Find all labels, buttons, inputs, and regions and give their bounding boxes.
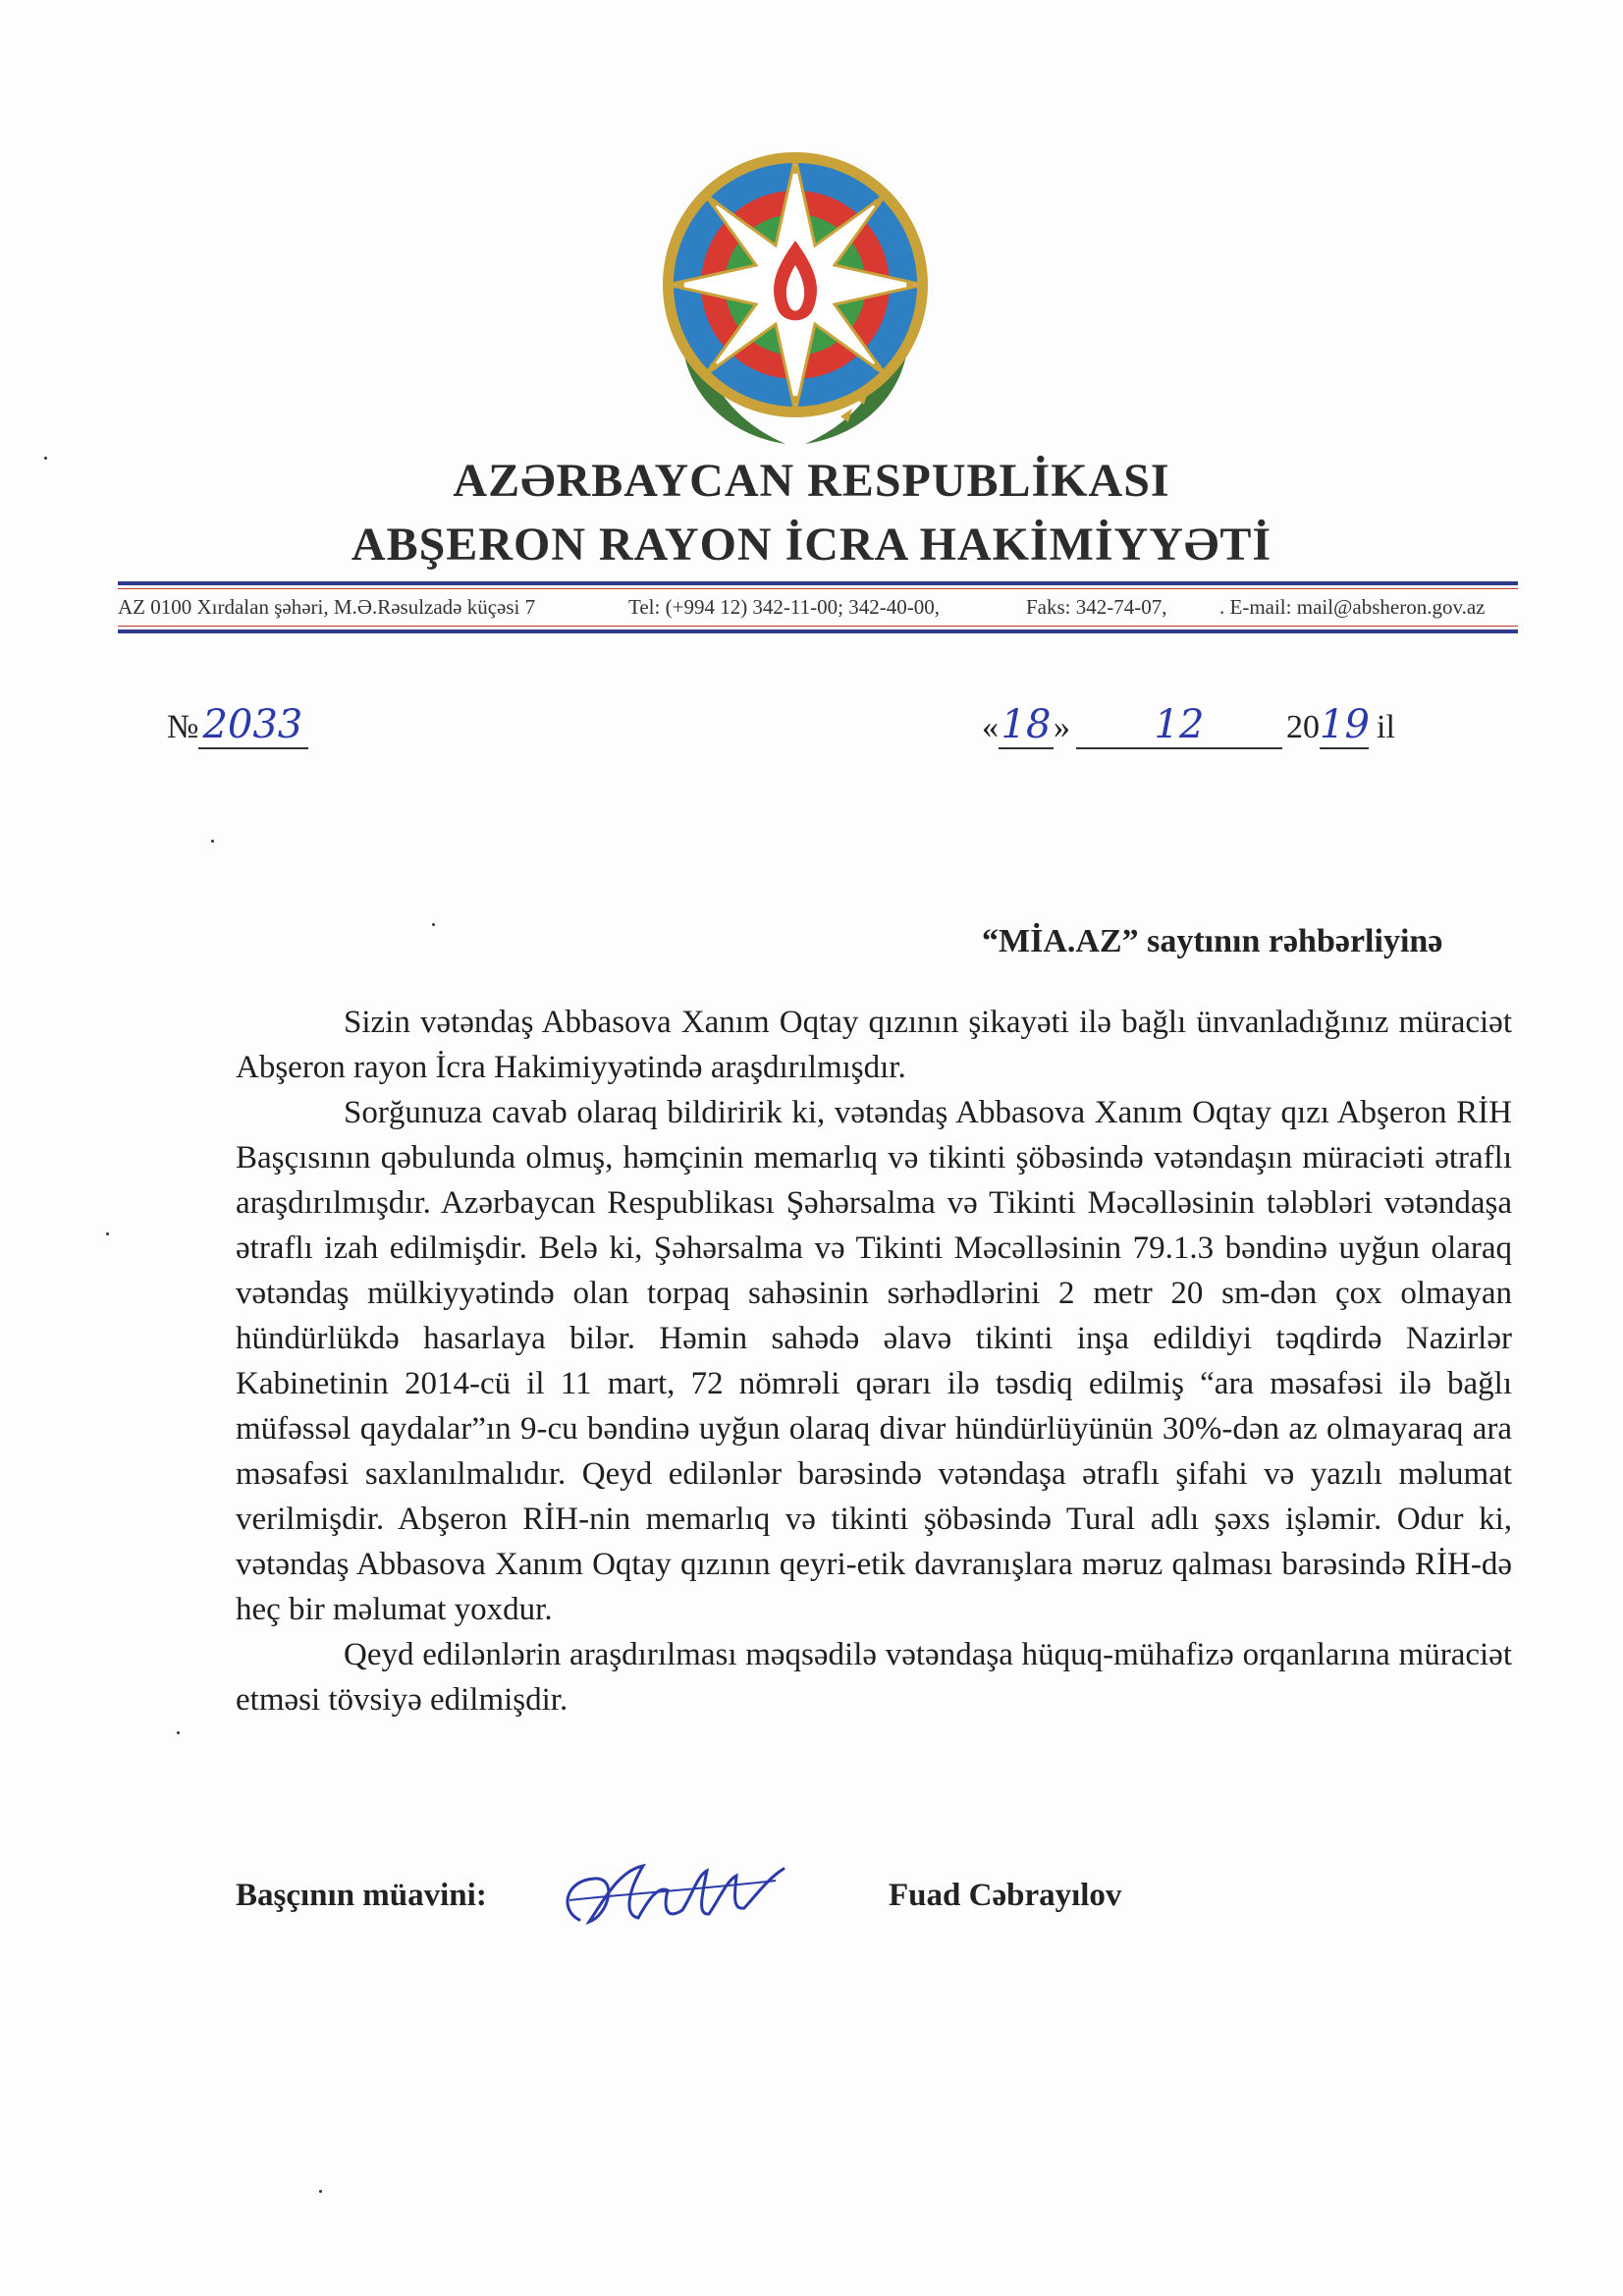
date-open-quote: « [982, 709, 999, 745]
scan-speck [44, 457, 47, 460]
scan-speck [211, 840, 214, 843]
date-month: 12 [1076, 702, 1282, 749]
body-paragraph: Qeyd edilənlərin araşdırılması məqsədilə vətəndaşa hüquq-mühafizə orqanlarına müraciət etməsi tövsiyə edilmişdir. [236, 1637, 1512, 1718]
header-rule-top-thin [118, 588, 1518, 589]
body-paragraph: Sorğunuza cavab olaraq bildiririk ki, vətəndaş Abbasova Xanım Oqtay qızı Abşeron RİH Başçısının qəbulunda olmuş, həmçinin memarlıq və tikinti şöbəsində vətəndaşın müraciəti ətraflı araşdırılmışdır. Azərbaycan Respublikası Şəhərsalma və Tikinti Məcəlləsinin tələbləri vətəndaşa ətraflı izah edilmişdir. Belə ki, Şəhərsalma və Tikinti Məcəlləsinin 79.1.3 bəndinə uyğun olaraq vətəndaş mülkiyyətində olan torpaq sahəsinin sərhədlərini 2 metr 20 sm-dən çox olmayan hündürlükdə hasarlaya bilər. Həmin sahədə əlavə tikinti inşa edildiyi təqdirdə Nazirlər Kabinetinin 2014-cü il 11 mart, 72 nömrəli qərarı ilə təsdiq edilmiş “ara məsafəsi ilə bağlı müfəssəl qaydalar”ın 9-cu bəndinə uyğun olaraq divar hündürlüyünün 30%-dən az olmayaraq ara məsafəsi saxlanılmalıdır. Qeyd edilənlər barəsində vətəndaşa ətraflı şifahi və yazılı məlumat verilmişdir. Abşeron RİH-nin memarlıq və tikinti şöbəsində Tural adlı şəxs işləmir. Odur ki, vətəndaş Abbasova Xanım Oqtay qızının qeyri-etik davranışlara məruz qalması barəsində RİH-də heç bir məlumat yoxdur. [236, 1095, 1512, 1627]
fax-text: Faks: 342-74-07, [1026, 595, 1167, 619]
country-title: AZƏRBAYCAN RESPUBLİKASI [453, 455, 1170, 507]
email-text: . E-mail: mail@absheron.gov.az [1219, 595, 1486, 619]
scan-speck [106, 1232, 109, 1235]
number-sign: № [167, 709, 199, 745]
handwritten-signature-icon [550, 1841, 795, 1949]
body-paragraph: Sizin vətəndaş Abbasova Xanım Oqtay qızının şikayəti ilə bağlı ünvanladığınız müraciət Abşeron rayon İcra Hakimiyyətində araşdırılmışdır. [236, 1005, 1512, 1085]
reference-date [982, 702, 1395, 749]
authority-title: ABŞERON RAYON İCRA HAKİMİYYƏTİ [351, 519, 1272, 571]
signatory-name: Fuad Cəbrayılov [889, 1878, 1122, 1913]
date-day: 18 [999, 702, 1054, 749]
scan-speck [177, 1731, 180, 1734]
phone-text: Tel: (+994 12) 342-11-00; 342-40-00, [628, 595, 940, 619]
header-rule-bottom [118, 629, 1518, 633]
contact-bar [118, 593, 1518, 621]
address-text: AZ 0100 Xırdalan şəhəri, M.Ə.Rəsulzadə küçəsi 7 [118, 595, 536, 619]
header-rule-bottom-thin [118, 626, 1518, 627]
addressee: “MİA.AZ” saytının rəhbərliyinə [982, 923, 1443, 959]
state-emblem-icon [648, 137, 943, 452]
scan-speck [432, 923, 435, 926]
signatory-title: Başçının müavini: [236, 1878, 487, 1913]
date-year-suffix: 19 [1320, 702, 1370, 747]
reference-number-value: 2033 [198, 702, 308, 749]
date-year-label: il [1377, 709, 1395, 745]
scan-speck [319, 2190, 322, 2193]
header-rule-top [118, 581, 1518, 585]
date-close-quote: » [1054, 709, 1070, 745]
date-year-prefix: 20 [1286, 709, 1320, 745]
reference-number [167, 702, 308, 749]
letter-body [236, 1000, 1512, 1722]
